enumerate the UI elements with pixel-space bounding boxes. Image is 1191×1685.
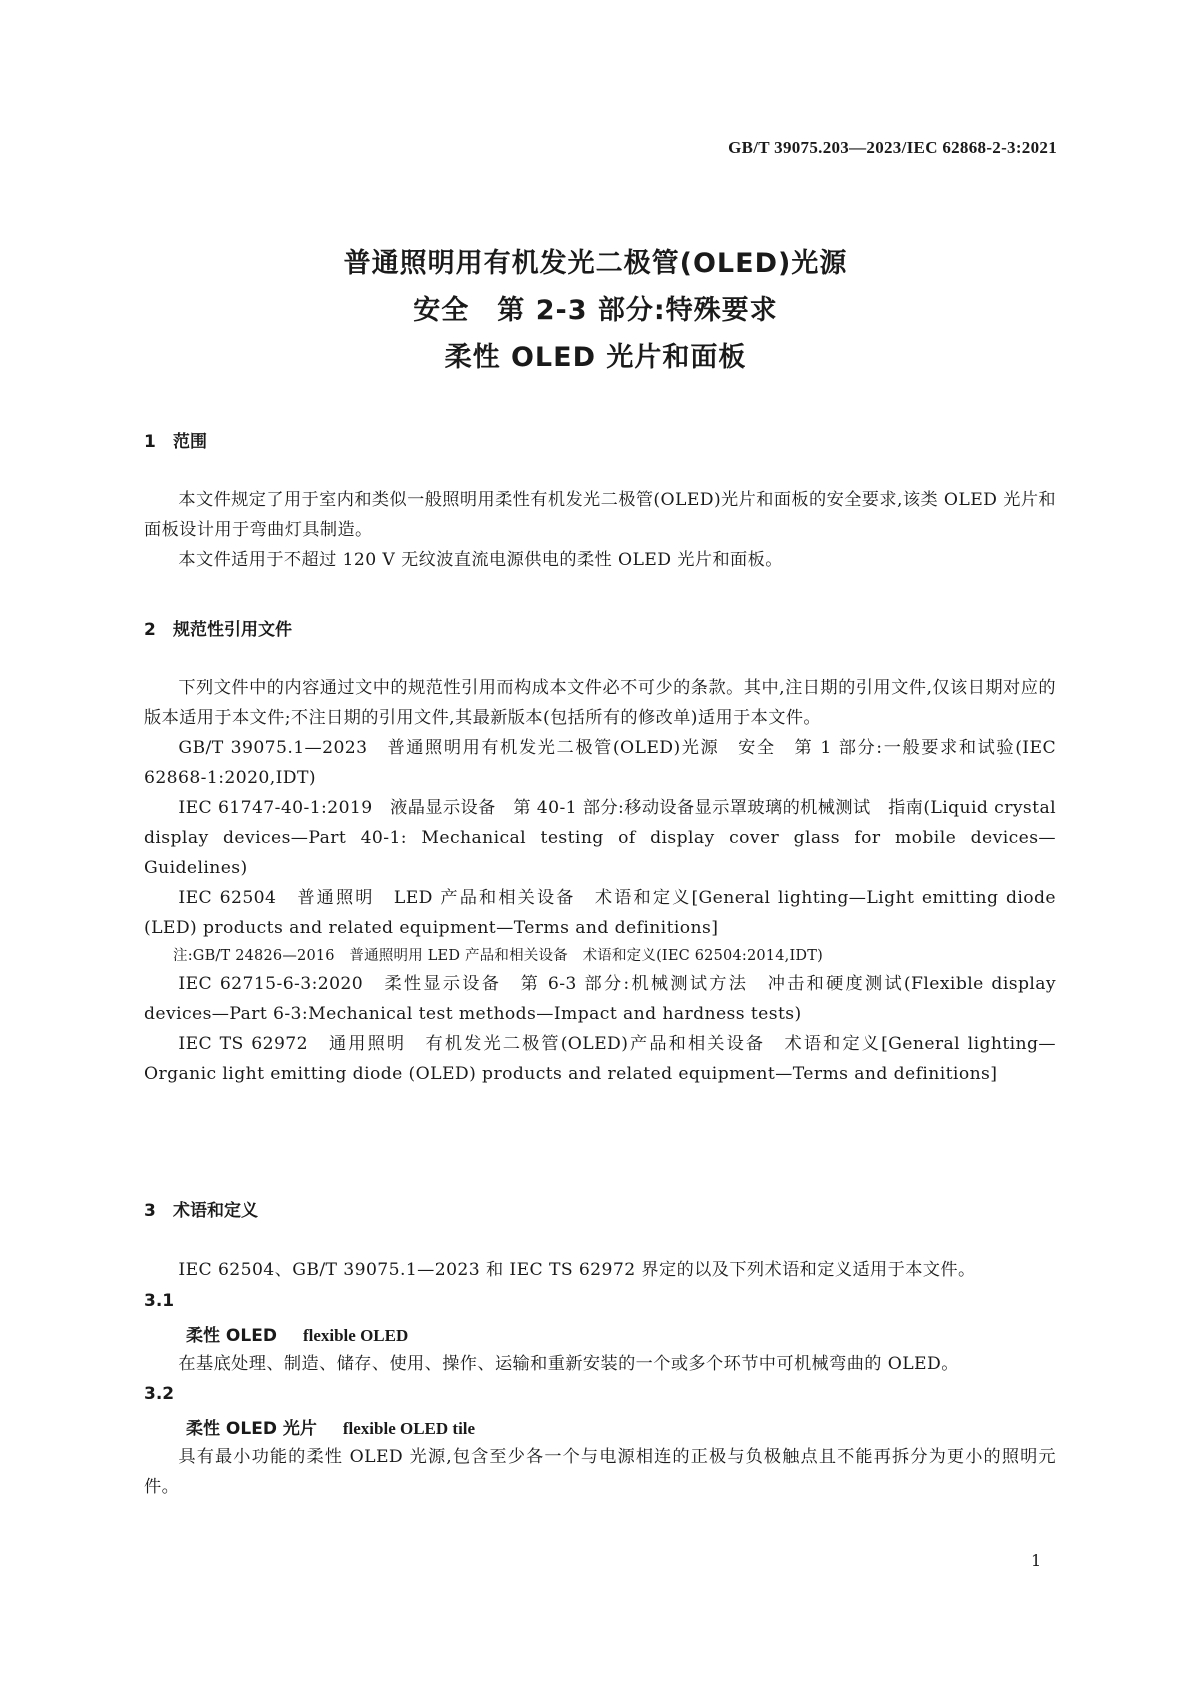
term-definition xyxy=(144,1442,1056,1502)
section-number: 3 xyxy=(144,1201,156,1221)
term-name xyxy=(186,1321,408,1346)
reference-entry: GB/T 39075.1—2023 普通照明用有机发光二极管(OLED)光源 安全 第 1 部分:一般要求和试验(IEC 62868-1:2020,IDT) xyxy=(144,738,1056,788)
normative-references-body xyxy=(144,673,1056,1089)
term-number: 3.1 xyxy=(144,1291,175,1311)
reference-entry: IEC 61747-40-1:2019 液晶显示设备 第 40-1 部分:移动设备显示罩玻璃的机械测试 指南(Liquid crystal display devices—Part 40-1: Mechanical testing of display cover glass for mobile devices—Guidelines) xyxy=(144,798,1056,878)
term-definition xyxy=(144,1349,1056,1379)
definition-text: 具有最小功能的柔性 OLED 光源,包含至少各一个与电源相连的正极与负极触点且不能再拆分为更小的照明元件。 xyxy=(144,1447,1056,1497)
section-number: 2 xyxy=(144,620,156,640)
reference-entry: IEC 62504 普通照明 LED 产品和相关设备 术语和定义[General lighting—Light emitting diode (LED) products and related equipment—Terms and definitions] xyxy=(144,888,1056,938)
section-title: 规范性引用文件 xyxy=(173,620,292,640)
term-name-zh: 柔性 OLED 光片 xyxy=(186,1419,317,1439)
term-name xyxy=(186,1414,475,1439)
standard-code-header: GB/T 39075.203—2023/IEC 62868-2-3:2021 xyxy=(728,138,1057,157)
paragraph: 本文件适用于不超过 120 V 无纹波直流电源供电的柔性 OLED 光片和面板。 xyxy=(178,550,783,570)
paragraph: 下列文件中的内容通过文中的规范性引用而构成本文件必不可少的条款。其中,注日期的引用文件,仅该日期对应的版本适用于本文件;不注日期的引用文件,其最新版本(包括所有的修改单)适用于本文件。 xyxy=(144,678,1056,728)
reference-entry: IEC 62715-6-3:2020 柔性显示设备 第 6-3 部分:机械测试方法 冲击和硬度测试(Flexible display devices—Part 6-3:Mechanical test methods—Impact and hardness tests) xyxy=(144,974,1056,1024)
document-title xyxy=(0,240,1191,381)
reference-entry: IEC TS 62972 通用照明 有机发光二极管(OLED)产品和相关设备 术语和定义[General lighting—Organic light emitting diode (OLED) products and related equipment—Terms and definitions] xyxy=(144,1034,1056,1084)
reference-note: 注:GB/T 24826—2016 普通照明用 LED 产品和相关设备 术语和定义(IEC 62504:2014,IDT) xyxy=(173,948,823,964)
terms-intro xyxy=(144,1255,1056,1285)
paragraph: IEC 62504、GB/T 39075.1—2023 和 IEC TS 62972 界定的以及下列术语和定义适用于本文件。 xyxy=(178,1260,976,1280)
section-heading-terms-definitions xyxy=(144,1196,258,1221)
term-name-en: flexible OLED tile xyxy=(342,1419,476,1438)
scope-body xyxy=(144,485,1056,575)
title-line-3: 柔性 OLED 光片和面板 xyxy=(444,342,747,373)
term-name-en: flexible OLED xyxy=(302,1326,409,1345)
page-number: 1 xyxy=(1031,1551,1042,1570)
title-line-1: 普通照明用有机发光二极管(OLED)光源 xyxy=(343,248,848,279)
section-title: 术语和定义 xyxy=(173,1201,258,1221)
term-number: 3.2 xyxy=(144,1384,175,1404)
term-name-zh: 柔性 OLED xyxy=(186,1326,277,1346)
section-heading-normative-references xyxy=(144,615,292,640)
section-title: 范围 xyxy=(173,432,207,452)
title-line-2: 安全 第 2-3 部分:特殊要求 xyxy=(413,295,778,326)
section-number: 1 xyxy=(144,432,156,452)
definition-text: 在基底处理、制造、储存、使用、操作、运输和重新安装的一个或多个环节中可机械弯曲的 OLED。 xyxy=(178,1354,959,1374)
section-heading-scope xyxy=(144,427,207,452)
paragraph: 本文件规定了用于室内和类似一般照明用柔性有机发光二极管(OLED)光片和面板的安全要求,该类 OLED 光片和面板设计用于弯曲灯具制造。 xyxy=(144,490,1056,540)
